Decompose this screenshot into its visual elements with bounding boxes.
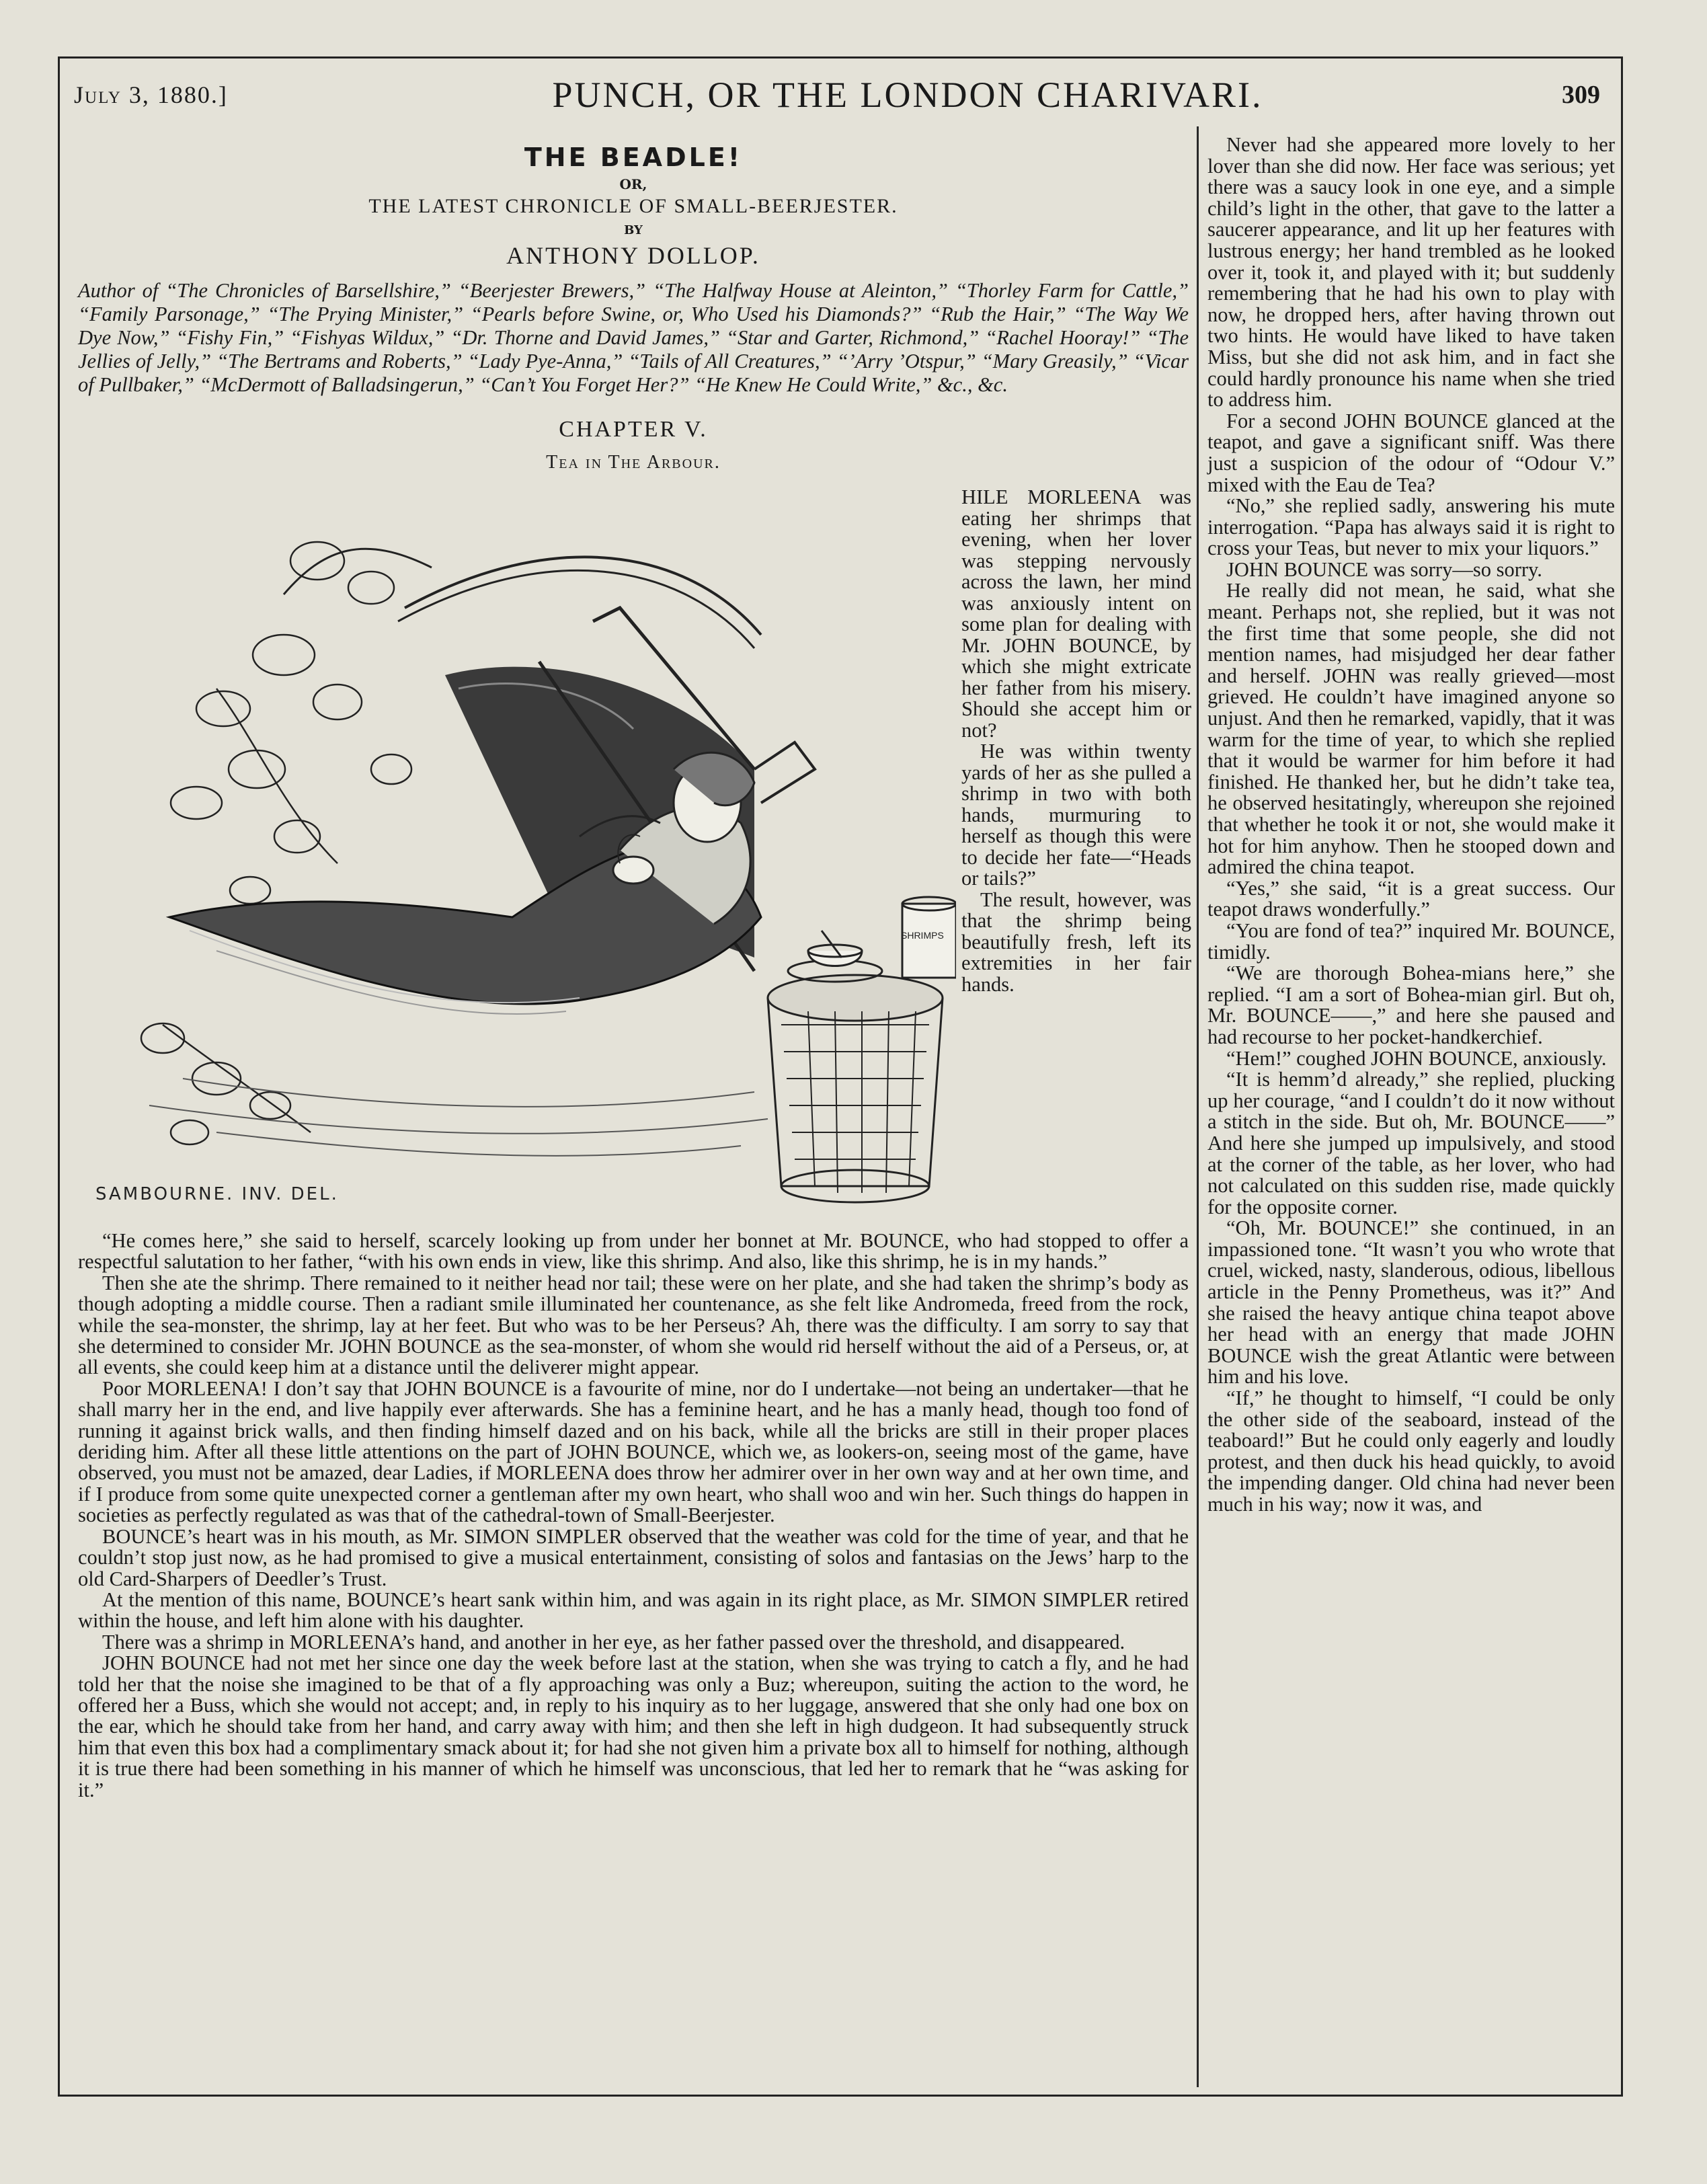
paragraph: There was a shrimp in MORLEENA’s hand, and another in her eye, as her father passed over the threshold, and disappeared. bbox=[102, 1630, 1125, 1653]
paragraph: “You are fond of tea?” inquired Mr. BOUNCE, timidly. bbox=[1207, 919, 1615, 964]
title-block bbox=[75, 143, 1191, 270]
article-subtitle: THE LATEST CHRONICLE OF SMALL-BEERJESTER. bbox=[368, 195, 898, 217]
page-number: 309 bbox=[1562, 81, 1600, 109]
opening-paragraph: HILE MORLEENA was eating her shrimps that evening, when her lover was stepping nervously across the lawn, her mind was anxiously intent on some plan for dealing with Mr. JOHN BOUNCE, by which she might extricate her father from his misery. Should she accept him or not? bbox=[961, 485, 1191, 742]
paragraph: “He comes here,” she said to herself, scarcely looking up from under her bonnet at Mr. BOUNCE, who had stopped to offer a respectful salutation to her father, “with his own ends in view, like this shrimp. And also, like this shrimp, he is in my hands.” bbox=[78, 1229, 1189, 1274]
paragraph: For a second JOHN BOUNCE glanced at the teapot, and gave a significant sniff. Was there just a suspicion of the odour of “Odour V.” mixed with the Eau de Tea? bbox=[1207, 409, 1615, 496]
text-beside-illustration bbox=[961, 487, 1191, 995]
paragraph: Then she ate the shrimp. There remained to it neither head nor tail; these were on her plate, and she had taken the shrimp’s body as though adopting a middle course. Then a radiant smile illuminated her countenance, as she felt like Andromeda, freed from the rock, while the sea-monster, the shrimp, lay at her feet. But who was to be her Perseus? Ah, there was the difficulty. I am sorry to say that she determined to consider Mr. JOHN BOUNCE as the sea-monster, of whom she would rid herself without the aid of a Perseus, or, at all events, she could keep him at a distance until the deliverer might appear. bbox=[78, 1271, 1189, 1379]
chapter-heading: CHAPTER V. bbox=[559, 417, 708, 442]
left-body-text bbox=[78, 1231, 1189, 1801]
illustration-row bbox=[75, 487, 1191, 1226]
issue-date: July 3, 1880.] bbox=[74, 81, 228, 108]
title-by: BY bbox=[624, 223, 643, 237]
paragraph: “If,” he thought to himself, “I could be only the other side of the seaboard, instead of the teaboard!” But he could only eagerly and loudly protest, and then duck his head quickly, to avoid the impending danger. Old china had never been much in his way; now it was, and bbox=[1207, 1387, 1615, 1516]
paragraph: “Hem!” coughed JOHN BOUNCE, anxiously. bbox=[1226, 1046, 1607, 1070]
paragraph: JOHN BOUNCE was sorry—so sorry. bbox=[1226, 557, 1542, 581]
paragraph: “Oh, Mr. BOUNCE!” she continued, in an impassioned tone. “It wasn’t you who wrote that cruel, wicked, nasty, slanderous, odious, libellous article in the Penny Prometheus, was it?” And she raised the heavy antique china teapot above her head with an energy that made JOHN BOUNCE wish the great Atlantic were between him and his love. bbox=[1207, 1216, 1615, 1389]
paragraph: The result, however, was that the shrimp being beautifully fresh, left its extremities in her fair hands. bbox=[961, 888, 1191, 996]
paragraph: Never had she appeared more lovely to her lover than she did now. Her face was serious; yet there was a saucy look in one eye, and a simple child’s light in the other, that gave to the latter a saucerer appearance, and lit up her features with lustrous energy; her hand trembled as he looked over it, took it, and played with it; but suddenly remembering that he had his own to play with now, he dropped hers, after having thrown out two hints. He would have liked to have taken Miss, but she did not ask him, and in fact she could hardly pronounce his name when she tried to address him. bbox=[1207, 133, 1615, 412]
paragraph: He was within twenty yards of her as she pulled a shrimp in two with both hands, murmuring to herself as though this were to decide her fate—“Heads or tails?” bbox=[961, 740, 1191, 890]
artist-signature: SAMBOURNE. INV. DEL. bbox=[95, 1184, 339, 1204]
left-column bbox=[75, 134, 1191, 1801]
paragraph: “We are thorough Bohea-mians here,” she replied. “I am a sort of Bohea-mian girl. But oh, Mr. BOUNCE——,” and here she paused and had recourse to her pocket-handkerchief. bbox=[1207, 962, 1615, 1048]
paragraph: BOUNCE’s heart was in his mouth, as Mr. SIMON SIMPLER observed that the weather was cold for the time of year, and that he couldn’t stop just now, as he had promised to give a musical entertainment, consisting of solos and fantasias on the Jews’ harp to the old Card-Sharpers of Deedler’s Trust. bbox=[78, 1524, 1189, 1590]
chapter-subheading: Tea in The Arbour. bbox=[546, 452, 721, 473]
paragraph: He really did not mean, he said, what she meant. Perhaps not, she replied, but it was not the first time that some people, she did not mention names, had misjudged her dear father and herself. JOHN was really grieved—most grieved. He couldn’t have imagined anyone so unjust. And then he remarked, vapidly, that it was warm for the time of year, to which she replied that it would be warmer for him before it had finished. He thanked her, but he didn’t take tea, he observed hesitatingly, whereupon she rejoined that whether he took it or not, she would make it hot for him anyhow. Then he stooped down and admired the china teapot. bbox=[1207, 579, 1615, 879]
article-title: THE BEADLE! bbox=[524, 143, 743, 172]
column-divider bbox=[1197, 126, 1199, 2087]
paragraph: At the mention of this name, BOUNCE’s heart sank within him, and was again in its right place, as Mr. SIMON SIMPLER retired within the house, and left him alone with his daughter. bbox=[78, 1588, 1189, 1633]
paragraph: Poor MORLEENA! I don’t say that JOHN BOUNCE is a favourite of mine, nor do I undertake—not being an undertaker—that he shall marry her in the end, and live happily ever afterwards. She has a feminine heart, and he has a manly head, though too fond of running it against brick walls, and then finding himself dazed and on his back, while all the bricks are still in their proper places deriding him. After all these little attentions on the part of JOHN BOUNCE, which we, as lookers-on, seeing most of the game, have observed, you must not be amazed, dear Ladies, if MORLEENA does throw her admirer over in her own way and at her own time, and if I produce from some quite unexpected corner a gentleman after my own heart, who shall woo and win her. Such things do happen in societies as perfectly regulated as was that of the cathedral-town of Small-Beerjester. bbox=[78, 1376, 1189, 1527]
author-of-list: Author of “The Chronicles of Barsellshire,” “Beerjester Brewers,” “The Halfway House at Aleinton,” “Thorley Farm for Cattle,” “Family Parsonage,” “The Prying Minister,” “Pearls before Swine, or, Who Used his Diamonds?” “Rub the Hair,” “The Way We Dye Now,” “Fishy Fin,” “Fishyas Wildux,” “Dr. Thorne and David James,” “Star and Garter, Richmond,” “Rachel Hooray!” “The Jellies of Jelly,” “The Bertrams and Roberts,” “Lady Pye-Anna,” “Tails of All Creatures,” “’Arry ’Otspur,” “Mary Greasily,” “Vicar of Pullbaker,” “McDermott of Balladsingerun,” “Can’t You Forget Her?” “He Knew He Could Write,” &c., &c. bbox=[78, 279, 1189, 396]
engraving-illustration bbox=[82, 487, 956, 1226]
paragraph: “Yes,” she said, “it is a great success. Our teapot draws wonderfully.” bbox=[1207, 876, 1615, 921]
paragraph: “No,” she replied sadly, answering his mute interrogation. “Papa has always said it is right to cross your Teas, but never to mix your liquors.” bbox=[1207, 494, 1615, 560]
title-or: OR, bbox=[619, 176, 647, 192]
masthead bbox=[74, 65, 1600, 125]
publication-title: PUNCH, OR THE LONDON CHARIVARI. bbox=[552, 75, 1263, 115]
paragraph: JOHN BOUNCE had not met her since one day the week before last at the station, when she was trying to catch a fly, and he had told her that the noise she imagined to be that of a fly approaching was only a Buz; whereupon, suiting the action to the word, he offered her a Buss, which she would not accept; and, in reply to his inquiry as to her luggage, answered that she only had one box on the ear, which he should take from her hand, and carry away with him; and then she left in high dudgeon. It had subsequently struck him that even this box had a complimentary smack about it; for had she not given him a private box all to himself for nothing, although it is true there had been something in his manner of which he himself was unconscious, that led her to remark that he “was asking for it.” bbox=[78, 1651, 1189, 1801]
paragraph: “It is hemm’d already,” she replied, plucking up her courage, “and I couldn’t do it now without a stitch in the side. But oh, Mr. BOUNCE——” And here she jumped up impulsively, and stood at the corner of the table, as her lover, who had not calculated on this sudden rise, made quickly for the opposite corner. bbox=[1207, 1068, 1615, 1218]
right-column bbox=[1207, 134, 1615, 1516]
author-name: ANTHONY DOLLOP. bbox=[506, 242, 760, 269]
shrimp-tin-label: SHRIMPS bbox=[901, 930, 944, 941]
